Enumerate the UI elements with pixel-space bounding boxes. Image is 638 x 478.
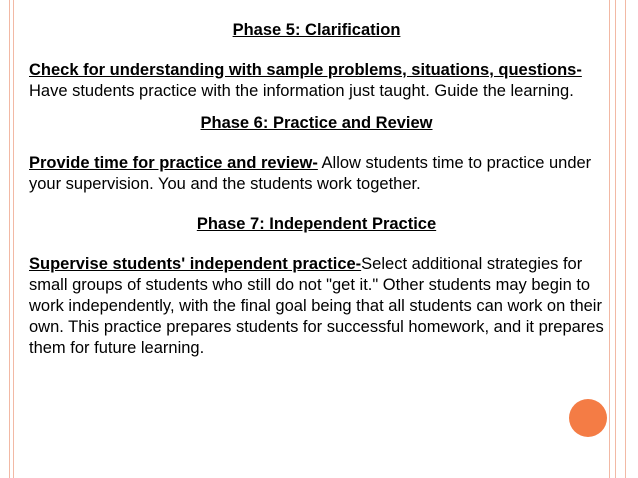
right-border-line-2 (615, 0, 616, 478)
phase-7-paragraph (29, 254, 604, 359)
phase-6-body: Allow students time to practice under your supervision. You and the students work together. (29, 154, 592, 193)
phase-5-heading: Phase 5: Clarification (232, 21, 401, 39)
phase-7-body: Select additional strategies for small groups of students who still do not "get it." Other students may begin to work independently, with the final goal being that all students can work on their own. This practice prepares students for successful homework, and it prepares them for future learning. (29, 255, 604, 357)
slide-content (29, 18, 604, 359)
phase-5-lead: Check for understanding with sample problems, situations, questions- (29, 61, 582, 79)
right-border-line-3 (625, 0, 626, 478)
decorative-orange-dot (569, 399, 607, 437)
left-border-line-inner (13, 0, 14, 478)
phase-7-lead: Supervise students' independent practice- (29, 255, 362, 273)
left-border-line-outer (9, 0, 10, 478)
phase-6-heading: Phase 6: Practice and Review (200, 114, 433, 132)
phase-6-paragraph (29, 153, 604, 195)
right-border-line-1 (609, 0, 610, 478)
phase-5-body: Have students practice with the information just taught. Guide the learning. (29, 82, 574, 100)
phase-6-lead: Provide time for practice and review- (29, 154, 318, 172)
phase-5-paragraph (29, 60, 604, 102)
phase-7-heading: Phase 7: Independent Practice (196, 215, 437, 233)
